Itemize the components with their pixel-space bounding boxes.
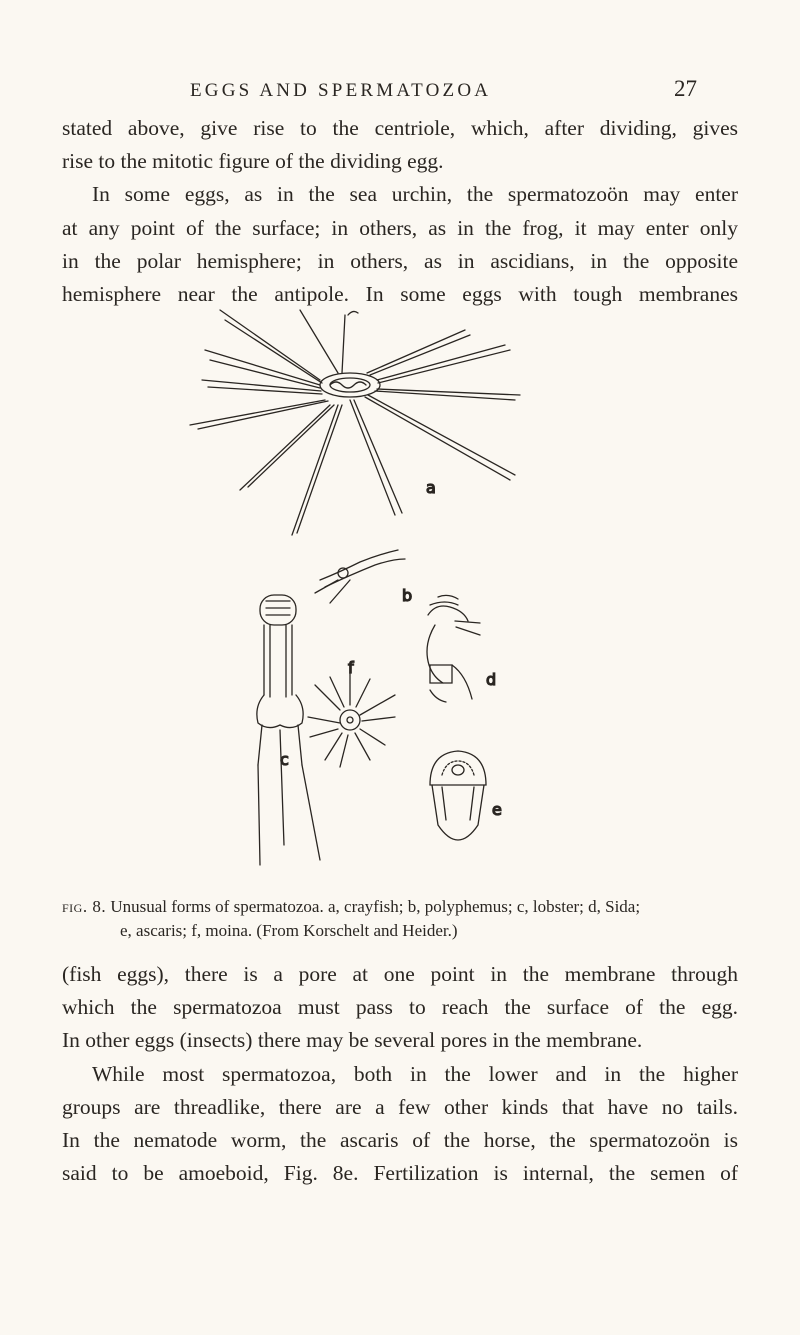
figure-drawing [180, 305, 530, 880]
caption-line-1: Unusual forms of spermatozoa. a, crayfish; b, polyphemus; c, lobster; d, Sida; [110, 897, 641, 916]
caption-fig-label: fig. 8. [62, 897, 107, 916]
figure-label-c: c [280, 750, 289, 769]
text-line: In other eggs (insects) there may be several pores in the membrane. [62, 1028, 643, 1053]
text-line: hemisphere near the antipole. In some eggs with tough membranes [62, 282, 738, 307]
text-line: (fish eggs), there is a pore at one point in the membrane through [62, 962, 738, 986]
figure-e-ascaris [430, 751, 486, 840]
figure-spermatozoa [180, 305, 530, 880]
text-line: which the spermatozoa must pass to reach the surface of the egg. [62, 995, 738, 1020]
text-line: groups are threadlike, there are a few other kinds that have no tails. [62, 1094, 738, 1119]
running-head: EGGS AND SPERMATOZOA [190, 80, 492, 101]
figure-label-e: e [492, 800, 502, 819]
figure-label-f: f [348, 658, 354, 677]
text-line: While most spermatozoa, both in the lower and in the higher [92, 1061, 738, 1086]
page-number: 27 [674, 76, 697, 101]
text-line: stated above, give rise to the centriole, which, after dividing, gives [62, 116, 738, 140]
caption-line-2: e, ascaris; f, moina. (From Korschelt and Heider.) [120, 921, 458, 940]
figure-c-lobster [257, 595, 320, 865]
figure-caption [62, 895, 742, 943]
figure-a-crayfish [190, 310, 520, 535]
text-line: in the polar hemisphere; in others, as in ascidians, in the opposite [62, 248, 738, 273]
text-line: In some eggs, as in the sea urchin, the spermatozoön may enter [92, 182, 738, 207]
figure-label-a: a [426, 478, 436, 497]
page-header [0, 78, 800, 112]
text-line: rise to the mitotic figure of the dividing egg. [62, 149, 444, 174]
figure-d-sida [427, 595, 480, 702]
figure-label-d: d [486, 670, 497, 689]
figure-label-b: b [402, 586, 413, 605]
body-paragraph-top [62, 112, 738, 311]
figure-b-polyphemus [315, 550, 405, 603]
text-line: at any point of the surface; in others, as in the frog, it may enter only [62, 215, 738, 240]
text-line: said to be amoeboid, Fig. 8e. Fertilization is internal, the semen of [62, 1161, 738, 1186]
body-paragraph-bottom [62, 958, 738, 1190]
text-line: In the nematode worm, the ascaris of the horse, the spermatozoön is [62, 1128, 738, 1153]
figure-f-moina [308, 673, 395, 767]
